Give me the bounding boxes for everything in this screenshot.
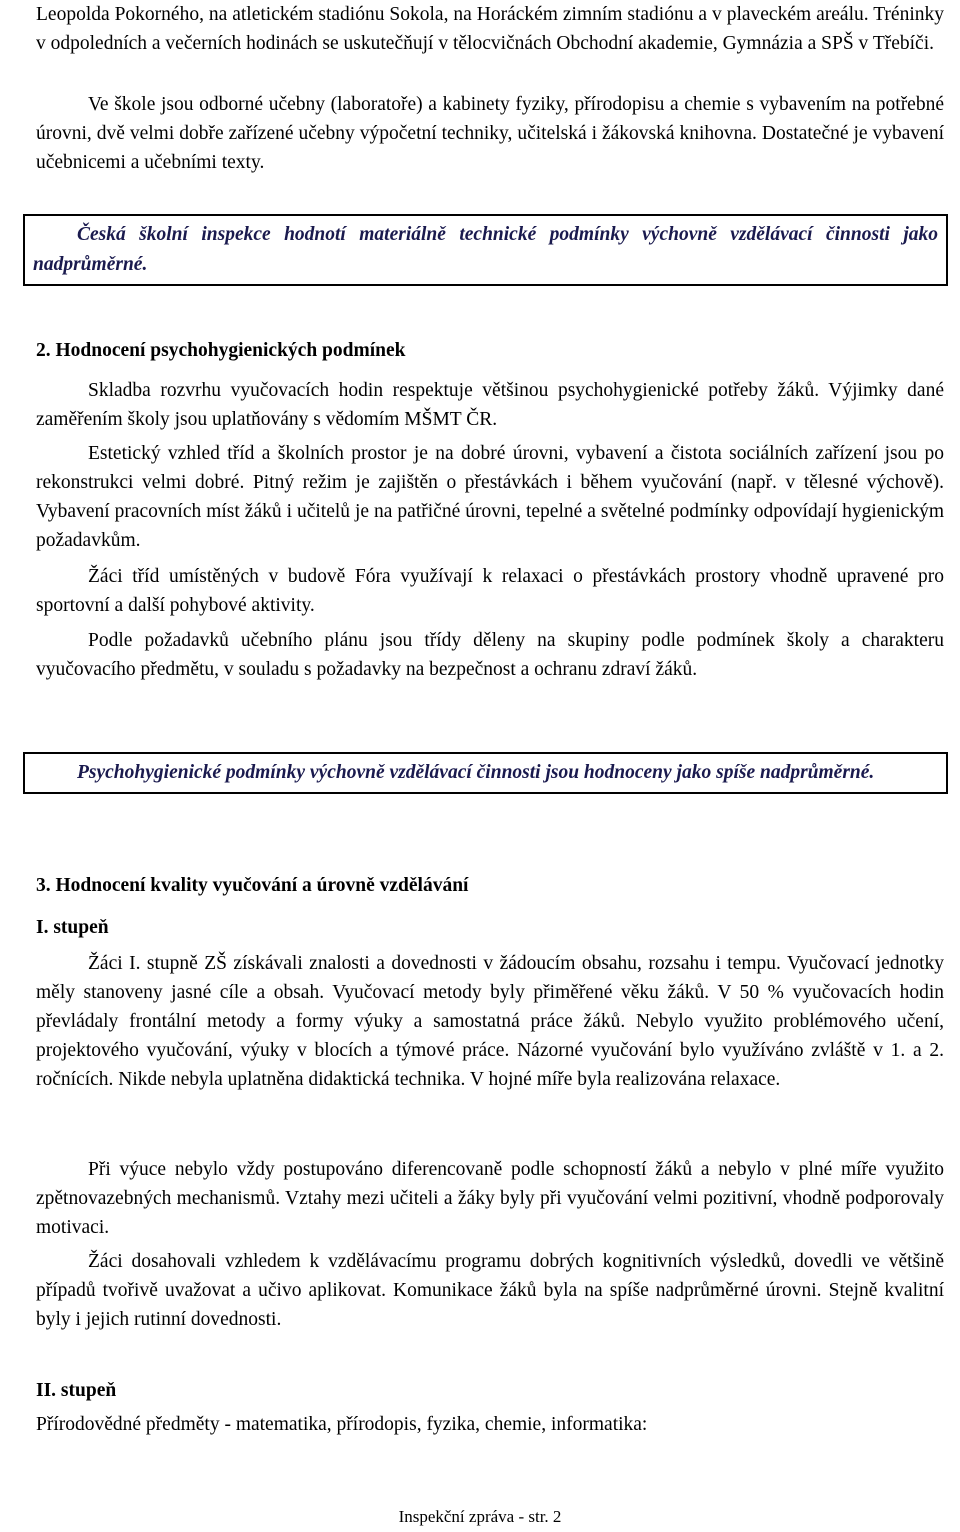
subsection-heading: II. stupeň	[36, 1380, 117, 1401]
section-heading: 3. Hodnocení kvality vyučování a úrovně vzdělávání	[36, 875, 469, 896]
subsection-heading: I. stupeň	[36, 917, 109, 938]
evaluation-box: Psychohygienické podmínky výchovně vzdělávací činnosti jsou hodnoceny jako spíše nadprůměrné.	[23, 752, 948, 794]
evaluation-box: Česká školní inspekce hodnotí materiálně technické podmínky výchovně vzdělávací činnosti jako nadprůměrné.	[23, 214, 948, 286]
paragraph: Žáci I. stupně ZŠ získávali znalosti a dovednosti v žádoucím obsahu, rozsahu i tempu. Vyučovací jednotky měly stanoveny jasné cíle a obsah. Vyučovací metody byly přiměřené věku žáků. V 50 % vyučovacích hodin převládaly frontální metody a formy výuky a samostatná práce žáků. Nebylo využito problémového učení, projektového vyučování, výuky v blocích a týmové práce. Názorné vyučování bylo využíváno zvláště v 1. a 2. ročnících. Nikde nebyla uplatněna didaktická technika. V hojné míře byla realizována relaxace.	[36, 953, 944, 1090]
paragraph: Žáci tříd umístěných v budově Fóra využívají k relaxaci o přestávkách prostory vhodně upravené pro sportovní a další pohybové aktivity.	[36, 566, 944, 616]
paragraph: Ve škole jsou odborné učebny (laboratoře) a kabinety fyziky, přírodopisu a chemie s vybavením na potřebné úrovni, dvě velmi dobře zařízené učebny výpočetní techniky, učitelská i žákovská knihovna. Dostatečné je vybavení učebnicemi a učebními texty.	[36, 94, 944, 173]
paragraph: Podle požadavků učebního plánu jsou třídy děleny na skupiny podle podmínek školy a charakteru vyučovacího předmětu, v souladu s požadavky na bezpečnost a ochranu zdraví žáků.	[36, 630, 944, 680]
paragraph: Estetický vzhled tříd a školních prostor je na dobré úrovni, vybavení a čistota sociálních zařízení jsou po rekonstrukci velmi dobré. Pitný režim je zajištěn o přestávkách i během vyučování (např. v tělesné výchově). Vybavení pracovních míst žáků i učitelů je na patřičné úrovni, tepelné a světelné podmínky odpovídají hygienickým požadavkům.	[36, 443, 944, 551]
paragraph: Žáci dosahovali vzhledem k vzdělávacímu programu dobrých kognitivních výsledků, dovedli ve většině případů tvořivě uvažovat a učivo aplikovat. Komunikace žáků byla na spíše nadprůměrné úrovni. Stejně kvalitní byly i jejich rutinní dovednosti.	[36, 1251, 944, 1330]
page-footer: Inspekční zpráva - str. 2	[398, 1507, 562, 1526]
paragraph: Přírodovědné předměty - matematika, přírodopis, fyzika, chemie, informatika:	[36, 1414, 648, 1435]
paragraph: Skladba rozvrhu vyučovacích hodin respektuje většinou psychohygienické potřeby žáků. Výjimky dané zaměřením školy jsou uplatňovány s vědomím MŠMT ČR.	[36, 380, 944, 430]
paragraph: Při výuce nebylo vždy postupováno diferencovaně podle schopností žáků a nebylo v plné míře využito zpětnovazebných mechanismů. Vztahy mezi učiteli a žáky byly při vyučování velmi pozitivní, vhodně podporovaly motivaci.	[36, 1159, 944, 1238]
section-heading: 2. Hodnocení psychohygienických podmínek	[36, 340, 406, 361]
paragraph: Leopolda Pokorného, na atletickém stadiónu Sokola, na Horáckém zimním stadiónu a v plaveckém areálu. Tréninky v odpoledních a večerních hodinách se uskutečňují v tělocvičnách Obchodní akademie, Gymnázia a SPŠ v Třebíči.	[36, 4, 944, 54]
